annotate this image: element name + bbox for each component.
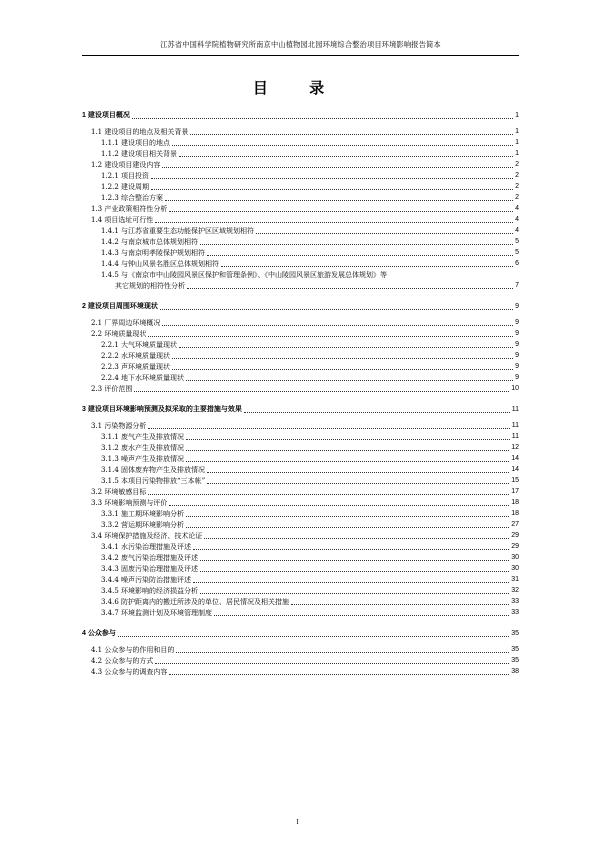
toc-dot-leader xyxy=(186,461,509,462)
toc-dot-leader xyxy=(186,450,509,451)
toc-entry-label: 3.4.2 废气污染治理措施及评述 xyxy=(101,554,199,562)
toc-entry-page: 14 xyxy=(511,455,519,462)
toc-dot-leader xyxy=(207,472,509,473)
toc-dot-leader xyxy=(204,538,509,539)
toc-dot-leader xyxy=(118,636,509,637)
toc-entry-page: 18 xyxy=(511,499,519,506)
toc-entry-page: 6 xyxy=(515,260,519,267)
toc-entry[interactable] xyxy=(101,443,519,453)
toc-entry-page: 1 xyxy=(515,128,519,135)
toc-entry[interactable] xyxy=(91,318,519,328)
toc-entry-label: 3 建设项目环境影响预测及拟采取的主要措施与效果 xyxy=(82,406,242,413)
toc-entry[interactable] xyxy=(101,362,519,372)
toc-entry-label: 1.2.2 建设周期 xyxy=(101,183,150,191)
toc-entry-label: 3.4.5 环境影响的经济损益分析 xyxy=(101,587,199,595)
toc-entry-page: 35 xyxy=(511,646,519,653)
toc-entry[interactable] xyxy=(91,329,519,339)
toc-entry[interactable] xyxy=(101,564,519,574)
toc-entry[interactable] xyxy=(91,160,519,170)
toc-entry[interactable] xyxy=(91,498,519,508)
toc-entry-page: 1 xyxy=(515,150,519,157)
toc-entry-label: 3.2 环境敏感目标 xyxy=(91,488,147,496)
toc-entry-page: 11 xyxy=(511,406,519,413)
toc-entry[interactable] xyxy=(101,138,519,148)
toc-entry-page: 4 xyxy=(515,216,519,223)
toc-entry-label: 3.1.3 噪声产生及排放情况 xyxy=(101,455,185,463)
toc-entry[interactable] xyxy=(101,575,519,585)
toc-entry-label: 1.4.4 与钟山风景名胜区总体规划相符 xyxy=(101,260,220,268)
toc-entry-label: 1 建设项目概况 xyxy=(82,112,130,119)
toc-entry-label: 4.2 公众参与的方式 xyxy=(91,657,154,665)
toc-entry-page: 2 xyxy=(515,161,519,168)
toc-entry[interactable] xyxy=(101,340,519,350)
page-header: 江苏省中国科学院植物研究所南京中山植物园北园环境综合整治项目环境影响报告简本 xyxy=(160,40,441,49)
toc-entry-page: 4 xyxy=(515,205,519,212)
toc-dot-leader xyxy=(200,560,509,561)
toc-dot-leader xyxy=(151,178,513,179)
toc-entry-label: 2.2.2 水环境质量现状 xyxy=(101,352,171,360)
toc-entry-page: 35 xyxy=(511,630,519,637)
toc-entry[interactable] xyxy=(82,405,519,415)
toc-entry[interactable] xyxy=(115,281,519,291)
toc-entry-page: 9 xyxy=(515,374,519,381)
toc-entry[interactable] xyxy=(91,215,519,225)
toc-entry[interactable] xyxy=(101,520,519,530)
toc-entry-page: 9 xyxy=(515,363,519,370)
toc-entry[interactable] xyxy=(101,586,519,596)
toc-dot-leader xyxy=(179,156,513,157)
toc-entry-label: 1.2 建设项目建设内容 xyxy=(91,161,161,169)
toc-entry[interactable] xyxy=(101,237,519,247)
toc-entry-page: 5 xyxy=(515,249,519,256)
toc-entry[interactable] xyxy=(101,553,519,563)
toc-dot-leader xyxy=(169,674,509,675)
toc-entry-label: 2.2.4 地下水环境质量现状 xyxy=(101,374,185,382)
toc-entry-label: 4.3 公众参与的调查内容 xyxy=(91,668,168,676)
toc-dot-leader xyxy=(162,167,513,168)
toc-entry[interactable] xyxy=(101,182,519,192)
toc-entry-label: 2 建设项目周围环境现状 xyxy=(82,303,158,310)
toc-entry-label: 3.1.4 固体废弃物产生及排放情况 xyxy=(101,466,206,474)
toc-dot-leader xyxy=(207,255,513,256)
toc-dot-leader xyxy=(172,358,513,359)
toc-entry-label: 1.4 项目选址可行性 xyxy=(91,216,154,224)
toc-dot-leader xyxy=(186,516,509,517)
toc-entry-page: 9 xyxy=(515,303,519,310)
toc-entry[interactable] xyxy=(101,597,519,607)
toc-entry[interactable] xyxy=(91,667,519,677)
toc-entry-label: 3.1.2 废水产生及排放情况 xyxy=(101,444,185,452)
toc-entry-page: 9 xyxy=(515,330,519,337)
toc-dot-leader xyxy=(162,325,513,326)
toc-entry-page: 18 xyxy=(511,510,519,517)
toc-entry[interactable] xyxy=(101,509,519,519)
toc-entry-page: 1 xyxy=(515,139,519,146)
toc-dot-leader xyxy=(186,439,510,440)
toc-entry-label: 3.1.1 废气产生及排放情况 xyxy=(101,433,185,441)
toc-entry-page: 9 xyxy=(515,319,519,326)
toc-entry-label: 2.2.1 大气环境质量现状 xyxy=(101,341,178,349)
toc-entry-label: 2.2 环境质量现状 xyxy=(91,330,147,338)
toc-dot-leader xyxy=(148,336,513,337)
toc-entry-label: 1.2.3 综合整治方案 xyxy=(101,194,164,202)
toc-dot-leader xyxy=(244,412,510,413)
toc-dot-leader xyxy=(221,266,513,267)
toc-dot-leader xyxy=(214,615,509,616)
toc-entry[interactable] xyxy=(91,487,519,497)
toc-entry-label: 3.4.1 水污染治理措施及评述 xyxy=(101,543,192,551)
toc-title: 目 录 xyxy=(252,79,343,97)
toc-entry-page: 2 xyxy=(515,194,519,201)
toc-dot-leader xyxy=(151,189,513,190)
toc-entry[interactable] xyxy=(91,656,519,666)
toc-entry-page: 29 xyxy=(511,532,519,539)
toc-entry-page: 38 xyxy=(511,668,519,675)
toc-entry-label: 4 公众参与 xyxy=(82,630,116,637)
toc-entry[interactable] xyxy=(91,127,519,137)
toc-entry-label[interactable]: 1.4.5 与《南京市中山陵园风景区保护和管理条例》、《中山陵园风景区旅游发展总体规划》等 xyxy=(101,271,388,279)
toc-entry-page: 9 xyxy=(515,352,519,359)
toc-dot-leader xyxy=(172,369,513,370)
toc-entry-label: 2.3 评价范围 xyxy=(91,385,133,393)
toc-dot-leader xyxy=(169,211,513,212)
toc-entry-label: 其它规划的相符性分析 xyxy=(115,282,185,290)
toc-entry[interactable] xyxy=(101,193,519,203)
toc-entry-page: 11 xyxy=(511,422,519,429)
toc-entry[interactable] xyxy=(101,373,519,383)
toc-entry-label: 1.4.2 与南京城市总体规划相符 xyxy=(101,238,199,246)
toc-entry[interactable] xyxy=(101,454,519,464)
toc-entry-page: 12 xyxy=(511,444,519,451)
toc-entry[interactable] xyxy=(91,645,519,655)
toc-entry-label: 3.4 环境保护措施及经济、技术论证 xyxy=(91,532,203,540)
toc-entry[interactable] xyxy=(91,204,519,214)
toc-entry-label: 1.1.2 建设项目相关背景 xyxy=(101,150,178,158)
toc-entry[interactable] xyxy=(101,476,519,486)
toc-entry-page: 2 xyxy=(515,172,519,179)
toc-dot-leader xyxy=(207,483,509,484)
toc-entry-page: 11 xyxy=(511,433,519,440)
toc-entry-page: 10 xyxy=(511,385,519,392)
toc-dot-leader xyxy=(193,582,509,583)
toc-dot-leader xyxy=(155,663,509,664)
toc-dot-leader xyxy=(200,571,509,572)
toc-entry-page: 29 xyxy=(511,543,519,550)
toc-entry-label: 3.4.6 防护距离内的搬迁所涉及的单位、居民情况及相关措施 xyxy=(101,598,290,606)
toc-entry-page: 33 xyxy=(511,609,519,616)
toc-entry[interactable] xyxy=(101,432,519,442)
toc-entry-label: 1.2.1 项目投资 xyxy=(101,172,150,180)
toc-dot-leader xyxy=(148,428,509,429)
toc-entry[interactable] xyxy=(101,171,519,181)
toc-entry[interactable] xyxy=(91,421,519,431)
toc-entry[interactable] xyxy=(91,531,519,541)
toc-dot-leader xyxy=(291,604,509,605)
toc-entry[interactable] xyxy=(91,384,519,394)
toc-entry[interactable] xyxy=(101,248,519,258)
toc-entry-label: 3.4.7 环境监测计划及环境管理制度 xyxy=(101,609,213,617)
toc-entry[interactable] xyxy=(101,149,519,159)
toc-dot-leader xyxy=(176,652,509,653)
toc-dot-leader xyxy=(134,391,509,392)
toc-entry-page: 30 xyxy=(511,554,519,561)
toc-entry-label: 3.4.3 固废污染治理措施及评述 xyxy=(101,565,199,573)
toc-entry[interactable] xyxy=(82,111,519,121)
toc-entry[interactable] xyxy=(101,226,519,236)
toc-entry[interactable] xyxy=(101,465,519,475)
toc-dot-leader xyxy=(155,222,513,223)
toc-entry[interactable] xyxy=(101,259,519,269)
toc-entry-page: 17 xyxy=(511,488,519,495)
toc-dot-leader xyxy=(172,145,513,146)
toc-dot-leader xyxy=(200,244,513,245)
toc-dot-leader xyxy=(179,347,513,348)
toc-dot-leader xyxy=(186,380,513,381)
toc-dot-leader xyxy=(190,134,513,135)
toc-entry[interactable] xyxy=(101,351,519,361)
toc-entry-page: 1 xyxy=(515,112,519,119)
toc-entry-label: 1.1 建设项目的地点及相关背景 xyxy=(91,128,189,136)
toc-dot-leader xyxy=(200,593,509,594)
toc-entry-page: 32 xyxy=(511,587,519,594)
toc-entry-page: 14 xyxy=(511,466,519,473)
toc-entry-page: 35 xyxy=(511,657,519,664)
toc-entry-label: 1.1.1 建设项目的地点 xyxy=(101,139,171,147)
toc-entry-label: 1.4.1 与江苏省重要生态功能保护区区域规划相符 xyxy=(101,227,255,235)
toc-dot-leader xyxy=(193,549,509,550)
toc-entry-page: 9 xyxy=(515,341,519,348)
toc-entry-label: 3.3.2 营运期环境影响分析 xyxy=(101,521,185,529)
toc-entry-label: 3.1 污染物源分析 xyxy=(91,422,147,430)
toc-entry-label: 3.3 环境影响预测与评价 xyxy=(91,499,168,507)
toc-dot-leader xyxy=(186,527,509,528)
toc-entry-label: 4.1 公众参与的作用和目的 xyxy=(91,646,175,654)
toc-entry-label: 2.1 厂界周边环境概况 xyxy=(91,319,161,327)
toc-entry-page: 7 xyxy=(515,282,519,289)
toc-entry-label: 1.4.3 与南京明孝陵保护规划相符 xyxy=(101,249,206,257)
toc-entry-page: 5 xyxy=(515,238,519,245)
toc-entry-page: 4 xyxy=(515,227,519,234)
toc-entry-page: 15 xyxy=(511,477,519,484)
toc-entry-page: 27 xyxy=(511,521,519,528)
toc-entry-page: 31 xyxy=(511,576,519,583)
toc-dot-leader xyxy=(169,505,509,506)
toc-entry-label: 3.3.1 施工期环境影响分析 xyxy=(101,510,185,518)
toc-entry[interactable] xyxy=(101,542,519,552)
toc-entry[interactable] xyxy=(82,629,519,639)
toc-entry-label: 2.2.3 声环境质量现状 xyxy=(101,363,171,371)
toc-entry[interactable] xyxy=(82,302,519,312)
toc-entry-page: 30 xyxy=(511,565,519,572)
toc-entry[interactable] xyxy=(101,608,519,618)
toc-dot-leader xyxy=(160,309,513,310)
toc-dot-leader xyxy=(256,233,513,234)
toc-dot-leader xyxy=(165,200,513,201)
toc-dot-leader xyxy=(132,118,513,119)
toc-entry-label: 3.1.5 本项目污染物排放“三本帐” xyxy=(101,477,206,485)
toc-entry-label: 3.4.4 噪声污染防治措施评述 xyxy=(101,576,192,584)
page-number: I xyxy=(296,818,299,826)
toc-entry-page: 2 xyxy=(515,183,519,190)
toc-dot-leader xyxy=(187,288,513,289)
toc-entry-label: 1.3 产业政策相符性分析 xyxy=(91,205,168,213)
toc-dot-leader xyxy=(148,494,509,495)
toc-entry-page: 33 xyxy=(511,598,519,605)
